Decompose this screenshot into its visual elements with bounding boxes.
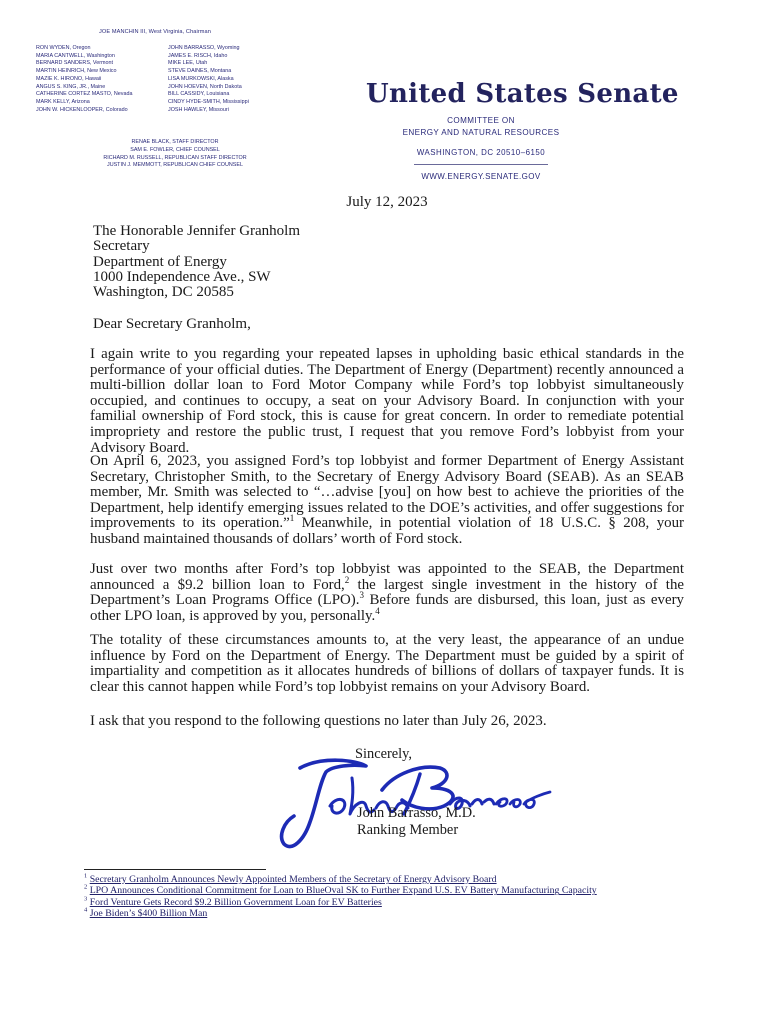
addressee-line: Secretary (93, 238, 150, 255)
footnote-link[interactable]: Ford Venture Gets Record $9.2 Billion Government Loan for EV Batteries (89, 896, 382, 908)
paragraph-text (90, 562, 684, 624)
member-name: MARIA CANTWELL, Washington (36, 52, 115, 59)
paragraph-text: I again write to you regarding your repeated lapses in upholding basic ethical standards in the performance of your official duties. The Department of Energy (Department) recently announced a multi-billion dollar loan to Ford Motor Company while Ford’s top lobbyist simultaneously occupied, and continues to occupy, a seat on your Advisory Board. In conjunction with your familial ownership of Ford stock, this is cause for great concern. In order to remediate potential impropriety and restore the public trust, I request that you remove Ford’s lobbyist from your Advisory Board. (90, 346, 684, 456)
member-name: MAZIE K. HIRONO, Hawaii (36, 75, 102, 82)
signature-image (270, 748, 560, 860)
member-name: LISA MURKOWSKI, Alaska (168, 75, 234, 82)
footnote-link[interactable]: Secretary Granholm Announces Newly Appointed Members of the Secretary of Energy Advisory Board (89, 874, 497, 885)
footnote-marker: 3 (359, 590, 364, 601)
footnote-item (84, 885, 704, 896)
signer-name: John Barrasso, M.D. (357, 805, 476, 821)
footnote-number: 2 (84, 884, 88, 892)
committee-line: COMMITTEE ON (447, 116, 515, 125)
signer-title: Ranking Member (357, 822, 459, 838)
footnote-divider (84, 869, 266, 870)
committee-chairman: JOE MANCHIN III, West Virginia, Chairman (99, 29, 211, 35)
paragraph-text-part: Just over two months after Ford’s top lobbyist was appointed to the SEAB, the Department announced a $9.2 billion loan to Ford, (90, 561, 684, 593)
paragraph-text: The totality of these circumstances amounts to, at the very least, the appearance of an undue influence by Ford on the Department of Energy. The Department must be guided by a spirit of impartiality and competition as it allocates hundreds of billions of dollars of taxpayer funds. It is clear this cannot happen while Ford’s top lobbyist remains on your Advisory Board. (90, 632, 684, 695)
body-paragraph-5 (90, 714, 684, 730)
footnote-link[interactable]: LPO Announces Conditional Commitment for Loan to BlueOval SK to Further Expand U.S. EV Battery Manufacturing Capacity (89, 885, 597, 897)
footnote-item (84, 897, 704, 908)
member-name: ANGUS S. KING, JR., Maine (36, 83, 106, 90)
member-name: CATHERINE CORTEZ MASTO, Nevada (36, 91, 133, 98)
footnote-link[interactable]: Joe Biden’s $400 Billion Man (89, 908, 208, 920)
member-name: BERNARD SANDERS, Vermont (36, 60, 113, 67)
members-list-left (36, 45, 166, 114)
addressee-line: Washington, DC 20585 (93, 284, 234, 301)
committee-website-link[interactable]: WWW.ENERGY.SENATE.GOV (421, 172, 541, 181)
signature-block (357, 805, 476, 839)
paragraph-text-part: Meanwhile, in potential violation of 18 U.S.C. § 208, your husband maintained thousands of dollars’ worth of Ford stock. (90, 515, 684, 547)
staff-name: SAM E. FOWLER, CHIEF COUNSEL (130, 146, 220, 153)
member-name: JOHN HOEVEN, North Dakota (168, 83, 242, 90)
addressee-line: 1000 Independence Ave., SW (93, 268, 271, 285)
member-name: JOHN W. HICKENLOOPER, Colorado (36, 106, 128, 113)
addressee-line: Department of Energy (93, 253, 227, 270)
addressee-line: The Honorable Jennifer Granholm (93, 223, 301, 239)
footnote-number: 3 (84, 895, 88, 903)
staff-list (40, 139, 310, 170)
committee-address: WASHINGTON, DC 20510–6150 (416, 148, 546, 157)
footnote-item (84, 908, 704, 919)
members-list-right (168, 45, 308, 114)
footnote-marker: 4 (375, 605, 380, 616)
paragraph-text-part: On April 6, 2023, you assigned Ford’s top lobbyist and former Department of Energy Assistant Secretary, Christopher Smith, to the Secretary of Energy Advisory Board (SEAB). As an SEAB member, Mr. Smith was selected to “…advise [you] on how best to achieve the priorities of the Department, help identify emerging issues related to the DOE’s activities, and offer suggestions for improvements to its operation.” (90, 453, 684, 532)
letter-date: July 12, 2023 (346, 194, 428, 210)
footnote-number: 1 (84, 872, 88, 880)
footnote-marker: 2 (344, 574, 350, 585)
salutation: Dear Secretary Granholm, (93, 316, 251, 332)
member-name: BILL CASSIDY, Louisiana (168, 91, 230, 98)
committee-line: ENERGY AND NATURAL RESOURCES (402, 127, 560, 137)
committee-name (376, 115, 586, 138)
footnote-number: 4 (84, 906, 88, 914)
member-name: MARTIN HEINRICH, New Mexico (36, 68, 117, 75)
paragraph-text (90, 454, 684, 548)
closing: Sincerely, (355, 746, 413, 762)
body-paragraph-2 (90, 454, 684, 548)
staff-name: RENAE BLACK, STAFF DIRECTOR (131, 139, 219, 145)
body-paragraph-4 (90, 633, 684, 695)
member-name: MARK KELLY, Arizona (36, 98, 90, 105)
body-paragraph-1 (90, 347, 684, 456)
member-name: CINDY HYDE-SMITH, Mississippi (168, 98, 249, 105)
member-name: RON WYDEN, Oregon (36, 45, 91, 51)
letterhead-divider (414, 164, 548, 165)
member-name: JOHN BARRASSO, Wyoming (168, 45, 240, 51)
footnote-marker: 1 (289, 513, 295, 524)
footnotes (84, 874, 704, 920)
footnote-item (84, 874, 704, 885)
paragraph-text: I ask that you respond to the following questions no later than July 26, 2023. (90, 713, 547, 729)
member-name: JAMES E. RISCH, Idaho (168, 52, 228, 59)
staff-name: JUSTIN J. MEMMOTT, REPUBLICAN CHIEF COUNSEL (107, 162, 243, 169)
member-name: MIKE LEE, Utah (168, 60, 208, 67)
addressee-block (93, 224, 300, 300)
member-name: JOSH HAWLEY, Missouri (168, 106, 229, 113)
staff-name: RICHARD M. RUSSELL, REPUBLICAN STAFF DIRECTOR (103, 154, 247, 161)
paragraph-text-part: the largest single investment in the history of the Department’s Loan Programs Office (LPO). (90, 576, 685, 609)
paragraph-text-part: Before funds are disbursed, this loan, just as every other LPO loan, is approved by you, personally. (90, 592, 684, 624)
member-name: STEVE DAINES, Montana (168, 68, 232, 75)
senate-wordmark: United States Senate (366, 79, 679, 109)
body-paragraph-3 (90, 562, 684, 624)
